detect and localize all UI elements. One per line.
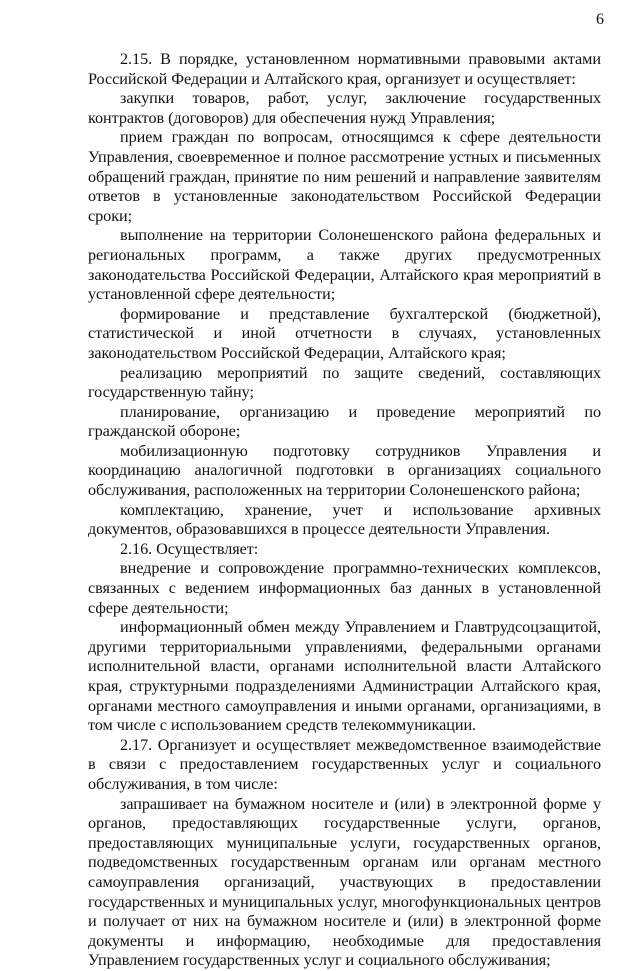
- paragraph-civil-defense: планирование, организацию и проведение мероприятий по гражданской обороне;: [88, 402, 601, 441]
- paragraph-information-exchange: информационный обмен между Управлением и Главтрудсоцзащитой, другими территориальными управлениями, федеральными органами исполнительной власти, органами исполнительной власти Алтайского края, структурными подразделениями Администрации Алтайского края, органами местного самоуправления и иными органами, организациями, в том числе с использованием средств телекоммуникации.: [88, 618, 601, 735]
- paragraph-2-15-intro: 2.15. В порядке, установленном нормативными правовыми актами Российской Федерации и Алтайского края, организует и осуществляет:: [88, 50, 601, 88]
- paragraph-requests: запрашивает на бумажном носителе и (или) в электронной форме у органов, предоставляющих государственные услуги, органов, предоставляющих муниципальные услуги, государственных органов, подведомственных государственным органам или органам местного самоуправления организаций, участвующих в предоставлении государственных и муниципальных услуг, многофункциональных центров и получает от них на бумажном носителе и (или) в электронной форме документы и информацию, необходимые для предоставления Управлением государственных услуг и социального обслуживания;: [88, 794, 601, 970]
- paragraph-reporting: формирование и представление бухгалтерской (бюджетной), статистической и иной отчетности в случаях, установленных законодательством Российской Федерации, Алтайского края;: [88, 304, 601, 362]
- paragraph-software-systems: внедрение и сопровождение программно-технических комплексов, связанных с ведением информационных баз данных в установленной сфере деятельности;: [88, 559, 601, 617]
- paragraph-2-17-intro: 2.17. Организует и осуществляет межведомственное взаимодействие в связи с предоставлением государственных услуг и социального обслуживания, в том числе:: [88, 735, 601, 793]
- paragraph-programs: выполнение на территории Солонешенского района федеральных и региональных программ, а также других предусмотренных законодательства Российской Федерации, Алтайского края мероприятий в установленной сфере деятельности;: [88, 226, 601, 304]
- paragraph-2-16-intro: 2.16. Осуществляет:: [120, 539, 259, 558]
- paragraph-mobilization: мобилизационную подготовку сотрудников Управления и координацию аналогичной подготовки в организациях социального обслуживания, расположенных на территории Солонешенского района;: [88, 441, 601, 500]
- page-number: 6: [596, 11, 604, 28]
- paragraph-archives: комплектацию, хранение, учет и использование архивных документов, образовавшихся в процессе деятельности Управления.: [88, 500, 601, 539]
- paragraph-citizen-reception: прием граждан по вопросам, относящимся к сфере деятельности Управления, своевременное и полное рассмотрение устных и письменных обращений граждан, принятие по ним решений и направление заявителям ответов в установленные законодательством Российской Федерации сроки;: [88, 128, 601, 225]
- document-body: [88, 50, 601, 971]
- paragraph-procurement: закупки товаров, работ, услуг, заключение государственных контрактов (договоров) для обеспечения нужд Управления;: [88, 89, 601, 127]
- paragraph-state-secret: реализацию мероприятий по защите сведений, составляющих государственную тайну;: [88, 363, 601, 402]
